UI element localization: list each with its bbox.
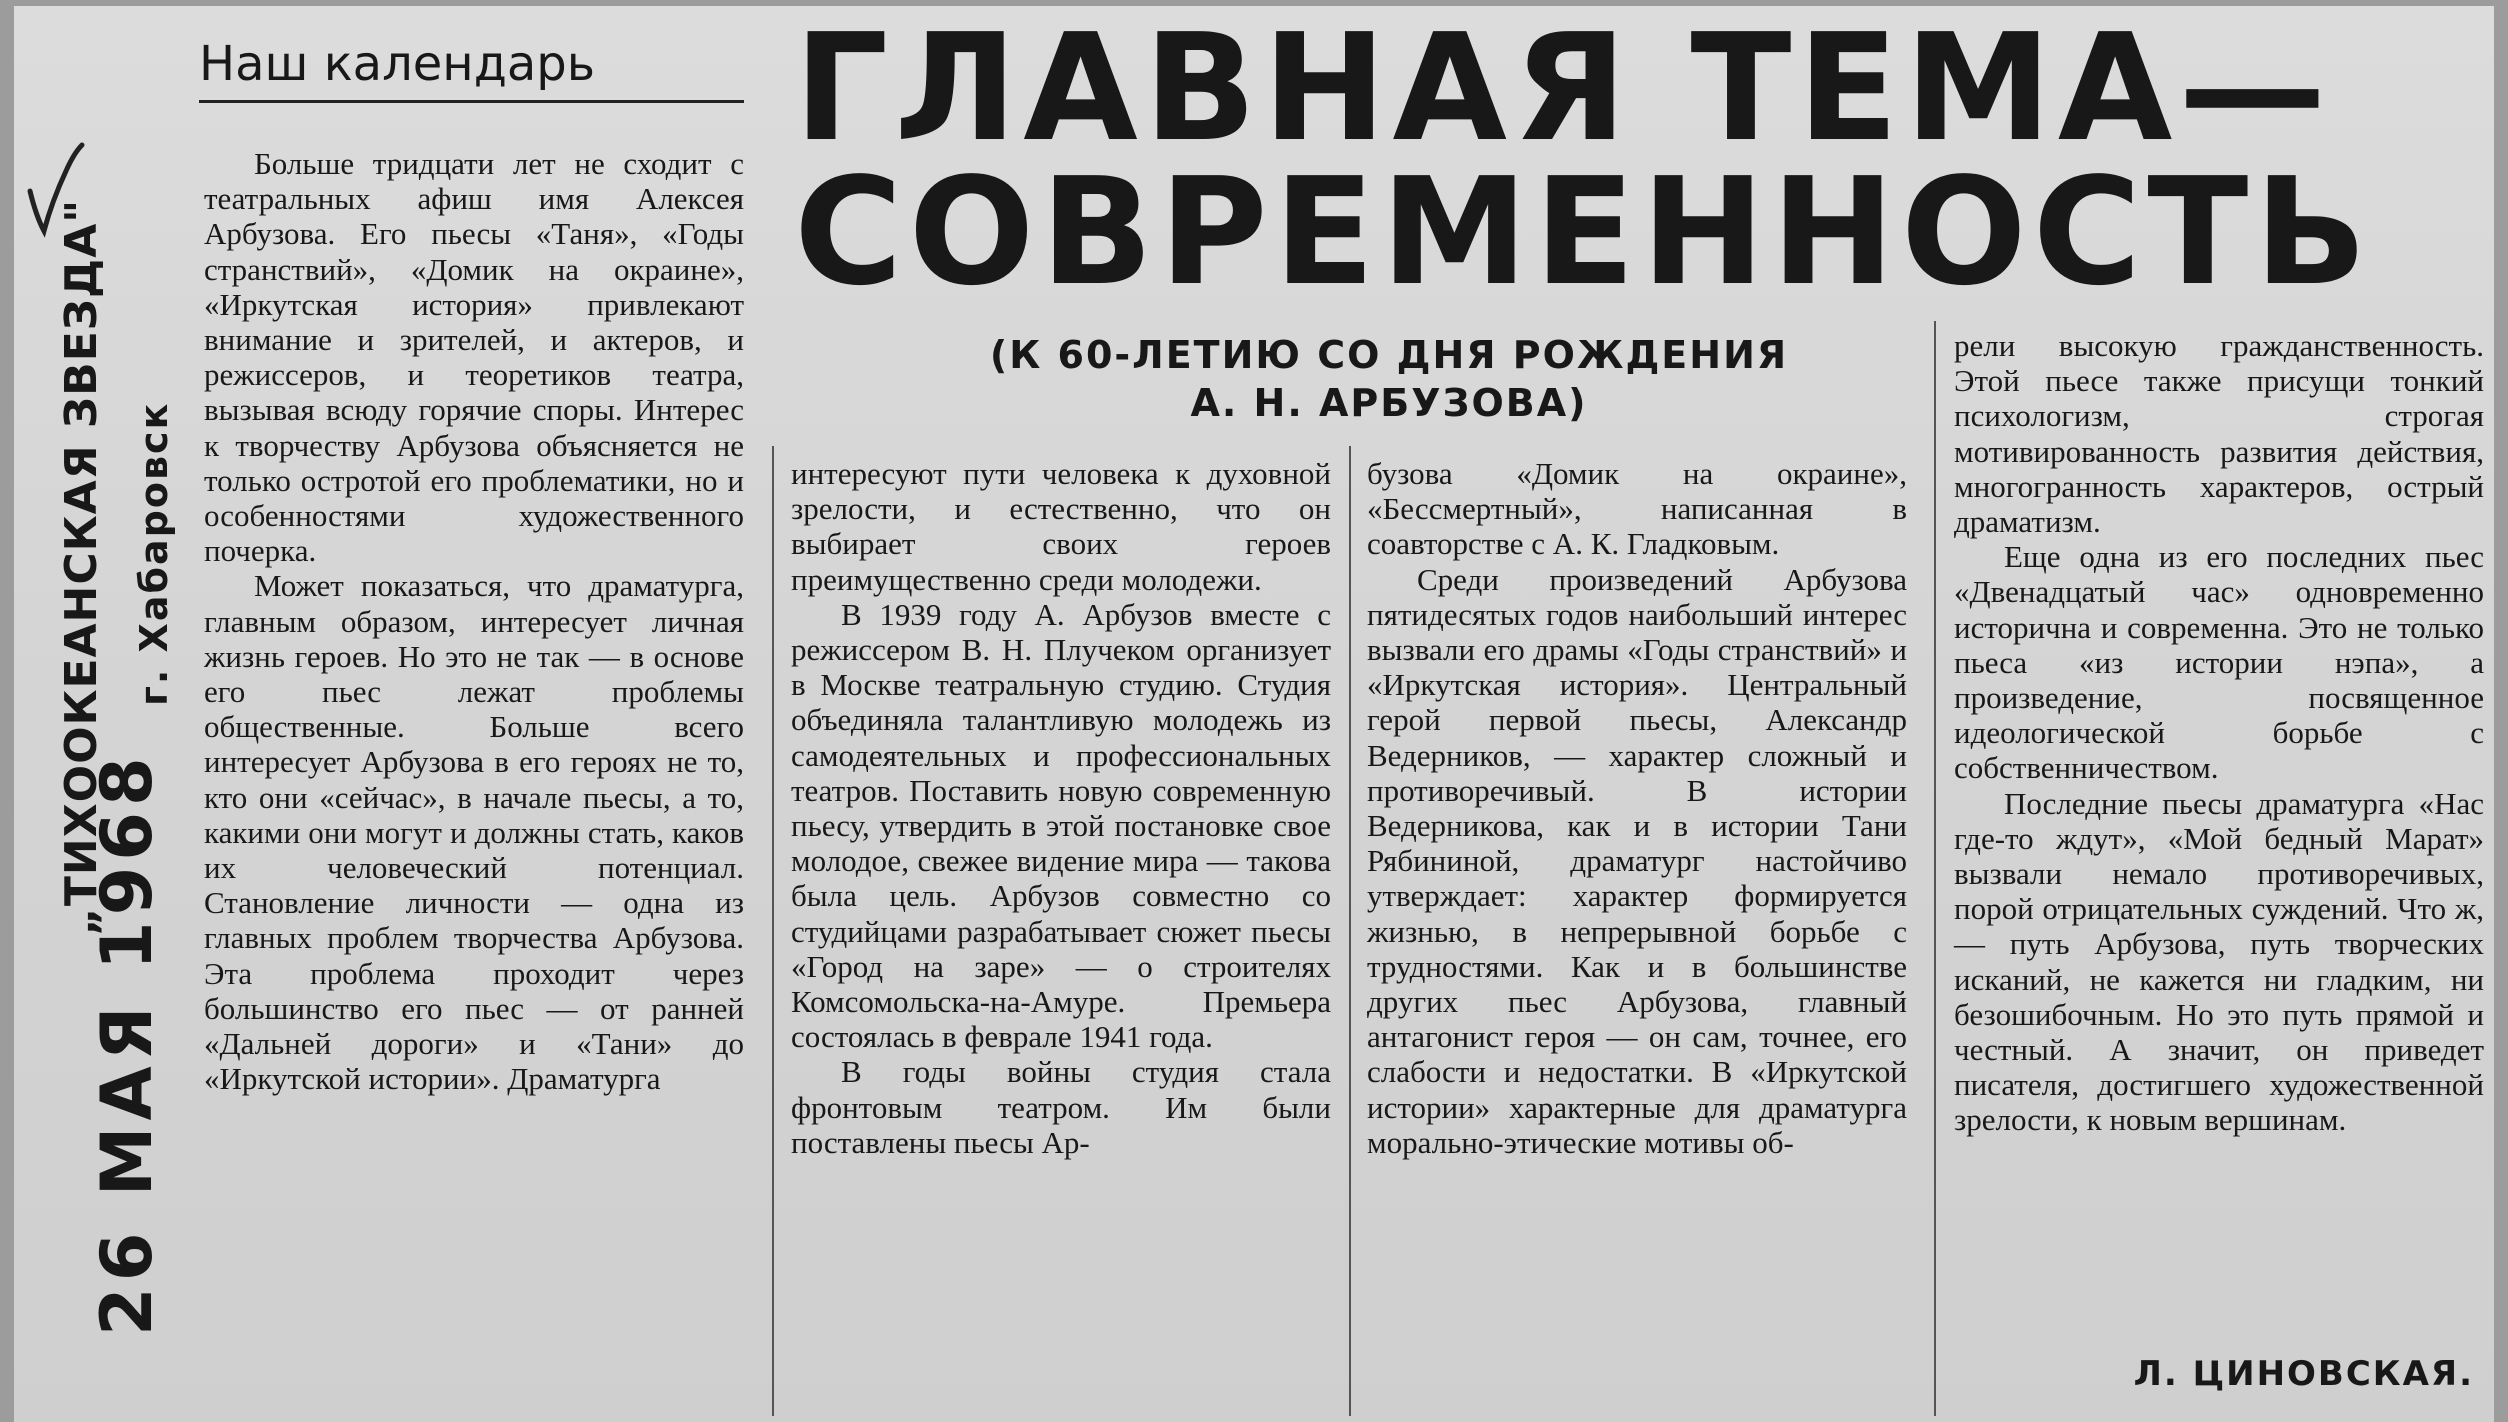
city-stamp: г. Хабаровск — [132, 401, 176, 706]
margin-annotations — [22, 6, 197, 1422]
article-column-3 — [1367, 456, 1907, 1160]
newspaper-name-stamp: „ТИХООКЕАНСКАЯ ЗВЕЗДА" — [56, 198, 107, 936]
paragraph: интересуют пути человека к духовной зрелости, и естественно, что он выбирает своих героев преимущественно среди молодежи. — [791, 456, 1331, 597]
paragraph: Больше тридцати лет не сходит с театральных афиш имя Алексея Арбузова. Его пьесы «Таня», «Годы странствий», «Домик на окраине», «Иркутская история» привлекают внимание и зрителей, и актеров, и режиссеров, и теоретиков театра, вызывая всюду горячие споры. Интерес к творчеству Арбузова объясняется не только остротой его проблематики, но и особенностями художественного почерка. — [204, 146, 744, 569]
headline-line-2: СОВРЕМЕННОСТЬ — [794, 146, 2374, 318]
column-divider — [772, 446, 774, 1416]
headline-line-1: ГЛАВНАЯ ТЕМА— — [794, 6, 2333, 174]
article-column-1 — [204, 146, 744, 1096]
paragraph: Последние пьесы драматурга «Нас где-то ждут», «Мой бедный Марат» вызвали немало противоречивых, порой отрицательных суждений. Что ж, — путь Арбузова, путь творческих исканий, не кажется ни гладким, ни безошибочным. Но это путь прямой и честный. А значит, он приведет писателя, достигшего художественной зрелости, к новым вершинам. — [1954, 785, 2484, 1138]
column-divider — [1349, 446, 1351, 1416]
paragraph: рели высокую гражданственность. Этой пьесе также присущи тонкий психологизм, строгая мотивированность развития действия, многогранность характеров, острый драматизм. — [1954, 328, 2484, 540]
column-divider — [1934, 321, 1936, 1416]
subheading-line-1: (К 60-ЛЕТИЮ СО ДНЯ РОЖДЕНИЯ — [989, 333, 1789, 377]
date-stamp: 26 МАЯ 1968 — [86, 751, 168, 1336]
paragraph: бузова «Домик на окраине», «Бессмертный», написанная в соавторстве с А. К. Гладковым. — [1367, 456, 1907, 562]
paragraph: Может показаться, что драматурга, главным образом, интересует личная жизнь героев. Но это не так — в основе его пьес лежат проблемы общественные. Больше всего интересует Арбузова в его героях не то, кто они «сейчас», в начале пьесы, а то, какими они могут и должны стать, каков их человеческий потенциал. Становление личности — одна из главных проблем творчества Арбузова. Эта проблема проходит через большинство его пьес — от ранней «Дальней дороги» и «Тани» до «Иркутской истории». Драматурга — [204, 568, 744, 1097]
article-column-4 — [1954, 328, 2484, 1138]
subheading-line-2: А. Н. АРБУЗОВА) — [1190, 381, 1588, 425]
paragraph: В годы войны студия стала фронтовым театром. Им были поставлены пьесы Ар- — [791, 1054, 1331, 1160]
newspaper-clipping — [14, 6, 2494, 1422]
paragraph: Среди произведений Арбузова пятидесятых годов наибольший интерес вызвали его драмы «Годы странствий» и «Иркутская история». Центральный герой первой пьесы, Александр Ведерников, — характер сложный и противоречивый. В истории Ведерникова, как и в истории Тани Рябининой, драматург настойчиво утверждает: характер формируется жизнью, в непрерывной борьбе с трудностями. Как и в большинстве других пьес Арбузова, главный антагонист героя — он сам, точнее, его слабости и недостатки. В «Иркутской истории» характерные для драматурга морально-этические мотивы об- — [1367, 561, 1907, 1160]
article-subheading — [949, 331, 1829, 427]
article-headline — [794, 6, 2494, 318]
article-column-2 — [791, 456, 1331, 1160]
paragraph: В 1939 году А. Арбузов вместе с режиссером В. Н. Плучеком организует в Москве театральную студию. Студия объединяла талантливую молодежь из самодеятельных и профессиональных театров. Поставить новую современную пьесу, утвердить в этой постановке свое молодое, свежее видение мира — такова была цель. Арбузов совместно со студийцами разрабатывает сюжет пьесы «Город на заре» — о строителях Комсомольска-на-Амуре. Премьера состоялась в феврале 1941 года. — [791, 596, 1331, 1055]
rubric-title: Наш календарь — [199, 36, 744, 103]
author-signature: Л. ЦИНОВСКАЯ. — [2133, 1354, 2474, 1394]
paragraph: Еще одна из его последних пьес «Двенадцатый час» одновременно исторична и современна. Это не только пьеса «из истории нэпа», а произведение, посвященное идеологической борьбе с собственничеством. — [1954, 539, 2484, 786]
